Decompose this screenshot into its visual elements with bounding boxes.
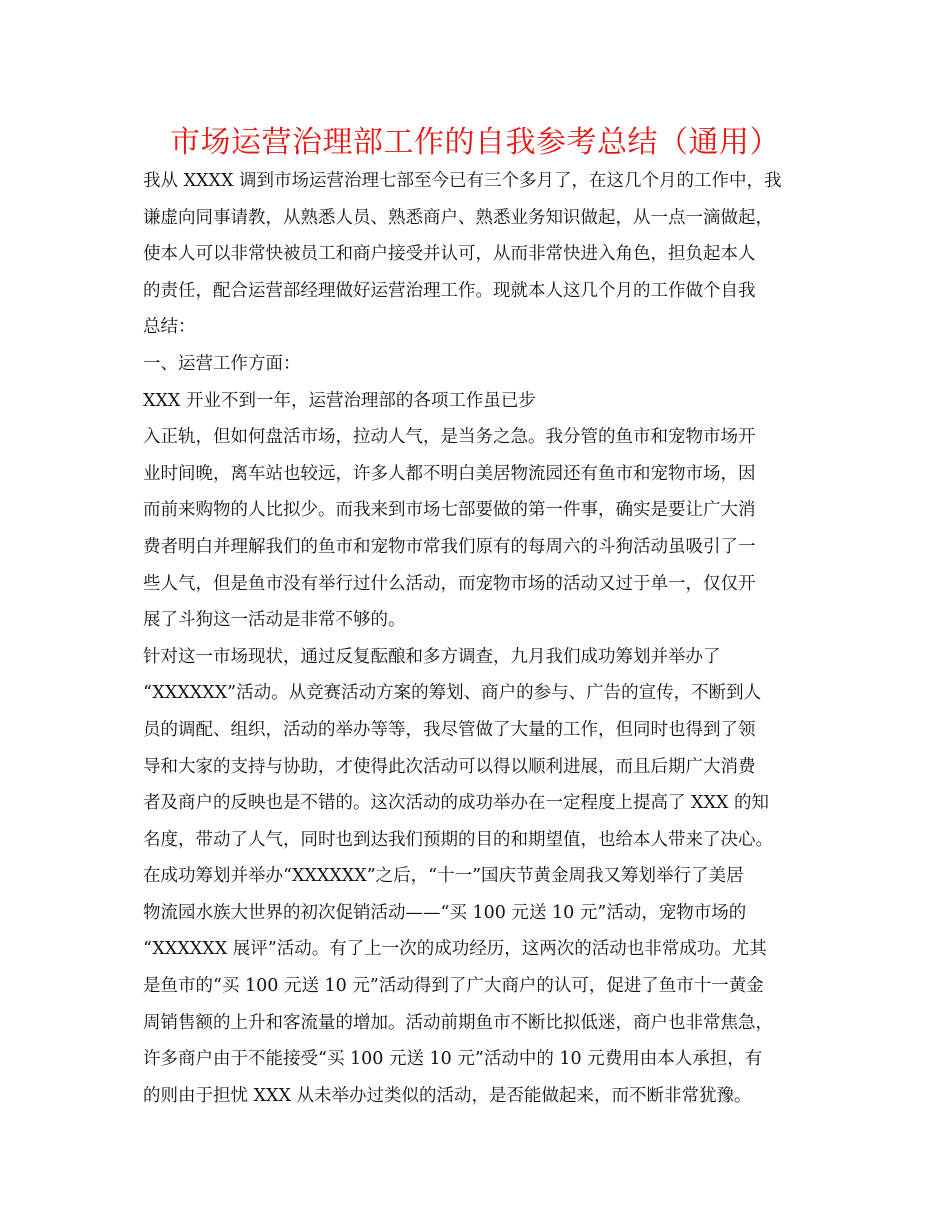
section-heading: 一、运营工作方面：	[143, 353, 301, 374]
text-line: 员的调配、组织，活动的举办等等，我尽管做了大量的工作，但同时也得到了领	[143, 719, 756, 740]
document-body	[143, 163, 808, 1114]
text-line: 许多商户由于不能接受“买 100 元送 10 元”活动中的 10 元费用由本人承担，有	[143, 1049, 763, 1070]
text-line: XXX 开业不到一年，运营治理部的各项工作虽已步	[143, 390, 536, 411]
document-title: 市场运营治理部工作的自我参考总结（通用）	[170, 125, 780, 160]
text-line: 的则由于担忧 XXX 从未举办过类似的活动，是否能做起来，而不断非常犹豫。	[143, 1085, 752, 1106]
text-line: 名度，带动了人气，同时也到达我们预期的目的和期望值，也给本人带来了决心。	[143, 829, 773, 850]
text-line: 者及商户的反映也是不错的。这次活动的成功举办在一定程度上提高了 XXX 的知	[143, 793, 769, 814]
text-line: 的责任，配合运营部经理做好运营治理工作。现就本人这几个月的工作做个自我	[143, 280, 756, 301]
text-line: 物流园水族大世界的初次促销活动——“买 100 元送 10 元”活动，宠物市场的	[143, 902, 747, 923]
text-line: 周销售额的上升和客流量的增加。活动前期鱼市不断比拟低迷，商户也非常焦急，	[143, 1012, 773, 1033]
text-line: 谦虚向同事请教，从熟悉人员、熟悉商户、熟悉业务知识做起，从一点一滴做起，	[143, 207, 773, 228]
text-line: 针对这一市场现状，通过反复酝酿和多方调查，九月我们成功筹划并举办了	[143, 646, 721, 667]
text-line: 费者明白并理解我们的鱼市和宠物市常我们原有的每周六的斗狗活动虽吸引了一	[143, 536, 756, 557]
text-line: 业时间晚，离车站也较远，许多人都不明白美居物流园还有鱼市和宠物市场，因	[143, 463, 756, 484]
text-line: “XXXXXX”活动。从竞赛活动方案的筹划、商户的参与、广告的宣传，不断到人	[143, 683, 762, 704]
text-line: 是鱼市的“买 100 元送 10 元”活动得到了广大商户的认可，促进了鱼市十一黄金	[143, 976, 764, 997]
text-line: 些人气，但是鱼市没有举行过什么活动，而宠物市场的活动又过于单一，仅仅开	[143, 573, 756, 594]
text-line: 我从 XXXX 调到市场运营治理七部至今已有三个多月了，在这几个月的工作中，我	[143, 171, 782, 191]
text-line: 而前来购物的人比拟少。而我来到市场七部要做的第一件事，确实是要让广大消	[143, 500, 756, 521]
text-line: 总结：	[143, 317, 196, 338]
text-line: 导和大家的支持与协助，才使得此次活动可以得以顺利进展，而且后期广大消费	[143, 756, 756, 777]
text-line: “XXXXXX 展评”活动。有了上一次的成功经历，这两次的活动也非常成功。尤其	[143, 939, 767, 960]
text-line: 在成功筹划并举办“XXXXXX”之后，“十一”国庆节黄金周我又筹划举行了美居	[143, 866, 744, 887]
text-line: 使本人可以非常快被员工和商户接受并认可，从而非常快进入角色，担负起本人	[143, 244, 756, 265]
text-line: 入正轨，但如何盘活市场，拉动人气，是当务之急。我分管的鱼市和宠物市场开	[143, 427, 756, 448]
text-line: 展了斗狗这一活动是非常不够的。	[143, 610, 406, 631]
